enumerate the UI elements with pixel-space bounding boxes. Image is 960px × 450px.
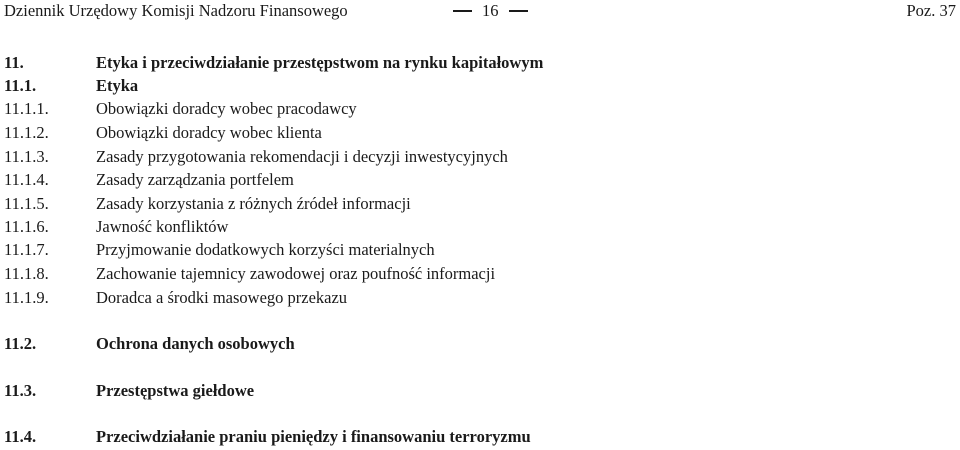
toc-title: Etyka i przeciwdziałanie przestępstwom na rynku kapitałowym — [96, 53, 544, 72]
toc-title: Zasady zarządzania portfelem — [96, 170, 294, 189]
toc-row-11-1-5 — [0, 193, 960, 215]
toc-title: Zasady korzystania z różnych źródeł informacji — [96, 194, 411, 213]
toc-title: Doradca a środki masowego przekazu — [96, 288, 348, 307]
toc-number: 11.1.4. — [4, 170, 49, 189]
toc-number: 11.1.9. — [4, 288, 49, 307]
toc-number: 11. — [4, 53, 24, 72]
toc-row-11 — [0, 52, 960, 74]
toc-row-11-1 — [0, 75, 960, 97]
toc-row-11-1-7 — [0, 239, 960, 261]
toc-number: 11.1.7. — [4, 240, 49, 259]
position-label: Poz. 37 — [906, 1, 956, 20]
journal-title: Dziennik Urzędowy Komisji Nadzoru Finansowego — [4, 1, 348, 20]
toc-row-11-1-2 — [0, 122, 960, 144]
toc-number: 11.4. — [4, 427, 37, 446]
toc-number: 11.1.6. — [4, 217, 49, 236]
toc-title: Jawność konfliktów — [96, 217, 229, 236]
toc-row-11-1-3 — [0, 146, 960, 168]
toc-number: 11.1.5. — [4, 194, 49, 213]
toc-title: Przeciwdziałanie praniu pieniędzy i finansowaniu terroryzmu — [96, 427, 531, 446]
toc-number: 11.1.8. — [4, 264, 49, 283]
toc-row-11-3 — [0, 380, 960, 402]
toc-title: Przyjmowanie dodatkowych korzyści materialnych — [96, 240, 435, 259]
toc-title: Zasady przygotowania rekomendacji i decyzji inwestycyjnych — [96, 147, 508, 166]
toc-row-11-1-6 — [0, 216, 960, 238]
toc-row-11-1-9 — [0, 287, 960, 309]
toc-number: 11.2. — [4, 334, 37, 353]
toc-title: Przestępstwa giełdowe — [96, 381, 255, 400]
toc-number: 11.1.3. — [4, 147, 49, 166]
toc-row-11-4 — [0, 426, 960, 448]
toc-number: 11.3. — [4, 381, 37, 400]
toc-number: 11.1.2. — [4, 123, 49, 142]
toc-title: Ochrona danych osobowych — [96, 334, 295, 353]
toc-title: Etyka — [96, 76, 139, 95]
toc-title: Obowiązki doradcy wobec pracodawcy — [96, 99, 357, 118]
toc-row-11-1-4 — [0, 169, 960, 191]
toc-row-11-1-1 — [0, 98, 960, 120]
toc-number: 11.1. — [4, 76, 37, 95]
toc-number: 11.1.1. — [4, 99, 49, 118]
page-number: 16 — [482, 1, 499, 20]
toc-title: Zachowanie tajemnicy zawodowej oraz poufność informacji — [96, 264, 496, 283]
toc-row-11-2 — [0, 333, 960, 355]
toc-title: Obowiązki doradcy wobec klienta — [96, 123, 322, 142]
toc-row-11-1-8 — [0, 263, 960, 285]
